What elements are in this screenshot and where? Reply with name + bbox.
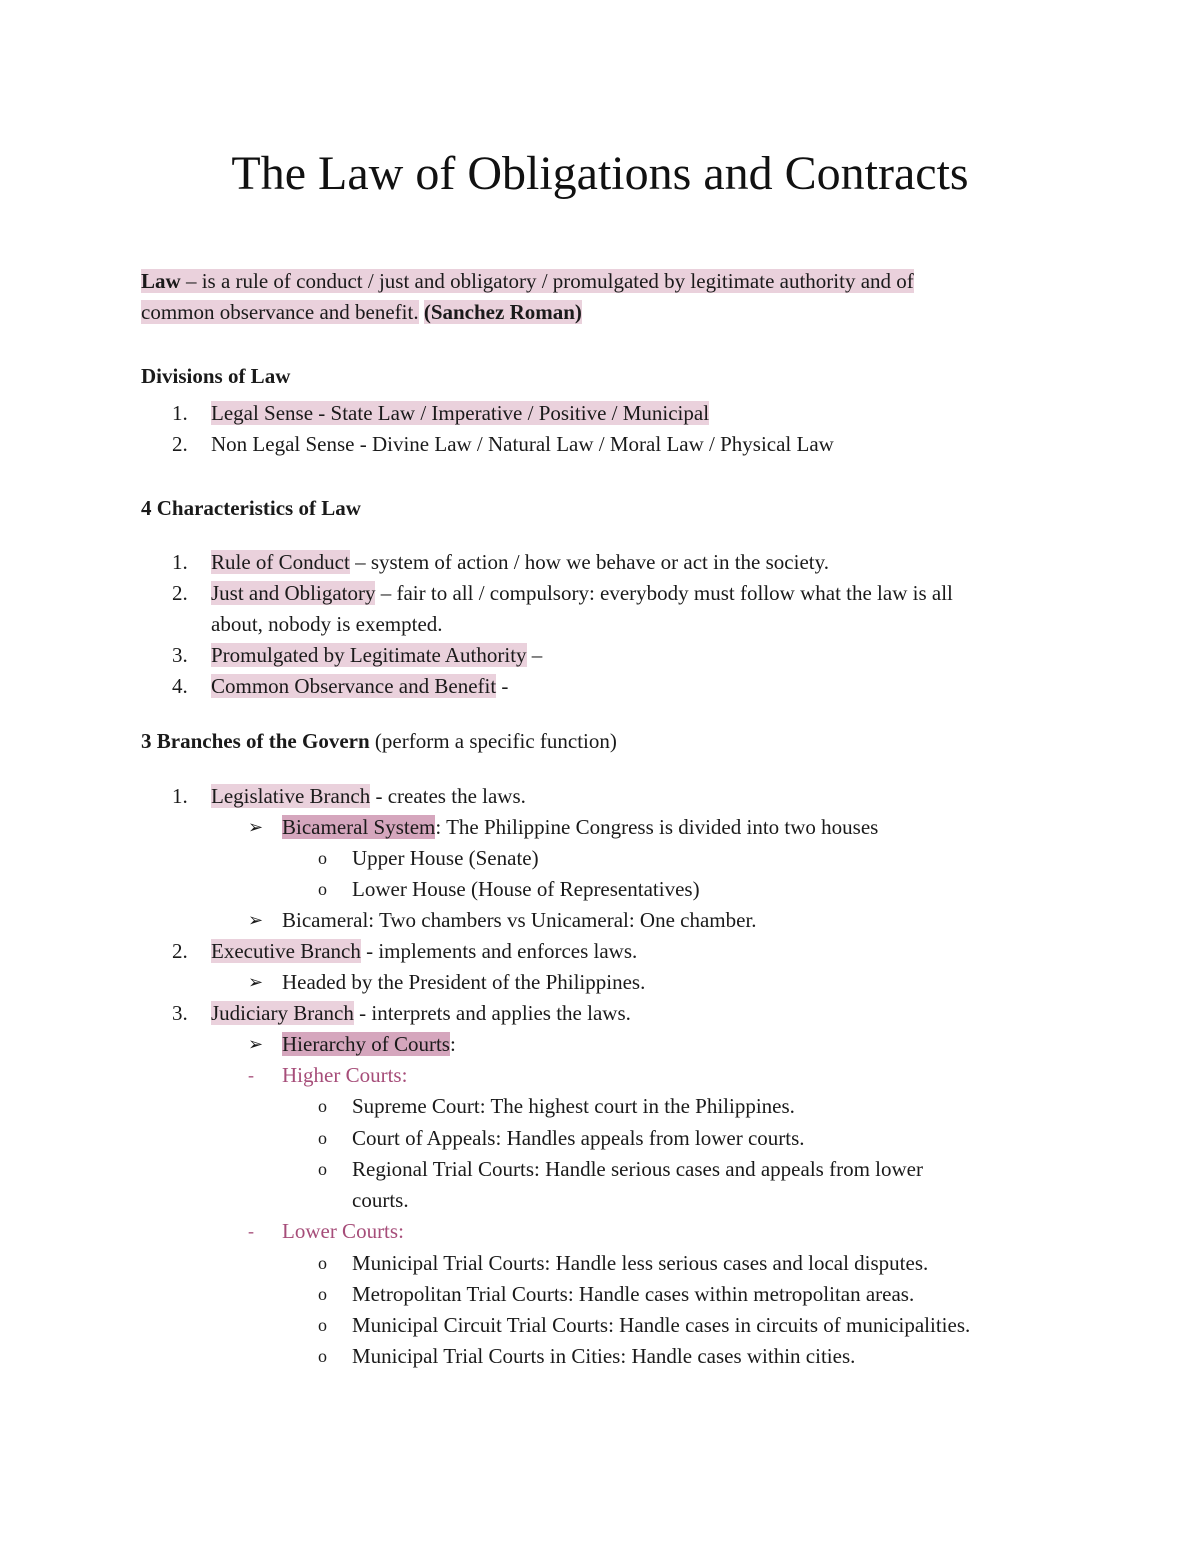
judiciary-branch: Judiciary Branch - interprets and applies the laws. bbox=[211, 1001, 631, 1025]
law-definition-line-1: Law – is a rule of conduct / just and obligatory / promulgated by legitimate authority and of bbox=[141, 269, 914, 293]
circle-bullet-icon: o bbox=[318, 879, 327, 899]
list-item: Promulgated by Legitimate Authority – bbox=[211, 643, 543, 667]
circle-bullet-icon: o bbox=[318, 1346, 327, 1366]
circle-bullet-icon: o bbox=[318, 1315, 327, 1335]
upper-house: Upper House (Senate) bbox=[352, 846, 539, 870]
circle-bullet-icon: o bbox=[318, 1128, 327, 1148]
list-item: Non Legal Sense - Divine Law / Natural Law / Moral Law / Physical Law bbox=[211, 432, 834, 456]
law-term: Law bbox=[141, 269, 181, 293]
circle-bullet-icon: o bbox=[318, 1159, 327, 1179]
circle-bullet-icon: o bbox=[318, 848, 327, 868]
court-item: Metropolitan Trial Courts: Handle cases within metropolitan areas. bbox=[352, 1282, 915, 1306]
dash-bullet-icon: - bbox=[248, 1065, 254, 1085]
lower-courts-label: Lower Courts: bbox=[282, 1219, 404, 1243]
executive-branch: Executive Branch - implements and enforces laws. bbox=[211, 939, 638, 963]
list-item: Just and Obligatory – fair to all / compulsory: everybody must follow what the law is all bbox=[211, 581, 953, 605]
bicameral-system: Bicameral System: The Philippine Congress is divided into two houses bbox=[282, 815, 879, 839]
list-number: 3. bbox=[172, 1001, 188, 1025]
list-number: 1. bbox=[172, 784, 188, 808]
circle-bullet-icon: o bbox=[318, 1253, 327, 1273]
law-definition-line-2: common observance and benefit. (Sanchez Roman) bbox=[141, 300, 582, 324]
court-item: Municipal Trial Courts: Handle less serious cases and local disputes. bbox=[352, 1251, 929, 1275]
list-item-continuation: about, nobody is exempted. bbox=[211, 612, 443, 636]
dash-bullet-icon: - bbox=[248, 1221, 254, 1241]
court-item-continuation: courts. bbox=[352, 1188, 409, 1212]
executive-note: Headed by the President of the Philippines. bbox=[282, 970, 646, 994]
legislative-branch: Legislative Branch - creates the laws. bbox=[211, 784, 526, 808]
higher-courts-label: Higher Courts: bbox=[282, 1063, 408, 1087]
branches-heading: 3 Branches of the Govern (perform a specific function) bbox=[141, 729, 617, 753]
characteristics-heading: 4 Characteristics of Law bbox=[141, 496, 361, 520]
arrow-bullet-icon: ➢ bbox=[248, 910, 264, 930]
law-source: (Sanchez Roman) bbox=[423, 300, 582, 324]
court-item: Regional Trial Courts: Handle serious cases and appeals from lower bbox=[352, 1157, 923, 1181]
list-number: 2. bbox=[172, 939, 188, 963]
list-number: 2. bbox=[172, 581, 188, 605]
list-number: 2. bbox=[172, 432, 188, 456]
list-item: Rule of Conduct – system of action / how we behave or act in the society. bbox=[211, 550, 829, 574]
court-item: Municipal Trial Courts in Cities: Handle cases within cities. bbox=[352, 1344, 856, 1368]
court-item: Supreme Court: The highest court in the Philippines. bbox=[352, 1094, 795, 1118]
lower-house: Lower House (House of Representatives) bbox=[352, 877, 700, 901]
list-number: 1. bbox=[172, 550, 188, 574]
arrow-bullet-icon: ➢ bbox=[248, 817, 264, 837]
court-item: Court of Appeals: Handles appeals from lower courts. bbox=[352, 1126, 805, 1150]
list-number: 3. bbox=[172, 643, 188, 667]
list-item: Common Observance and Benefit - bbox=[211, 674, 509, 698]
hierarchy-of-courts: Hierarchy of Courts: bbox=[282, 1032, 456, 1056]
circle-bullet-icon: o bbox=[318, 1284, 327, 1304]
circle-bullet-icon: o bbox=[318, 1096, 327, 1116]
divisions-heading: Divisions of Law bbox=[141, 364, 291, 388]
list-item: Legal Sense - State Law / Imperative / Positive / Municipal bbox=[211, 401, 710, 425]
bicameral-note: Bicameral: Two chambers vs Unicameral: One chamber. bbox=[282, 908, 757, 932]
arrow-bullet-icon: ➢ bbox=[248, 1034, 264, 1054]
arrow-bullet-icon: ➢ bbox=[248, 972, 264, 992]
page-title: The Law of Obligations and Contracts bbox=[231, 147, 969, 200]
list-number: 1. bbox=[172, 401, 188, 425]
list-number: 4. bbox=[172, 674, 188, 698]
court-item: Municipal Circuit Trial Courts: Handle cases in circuits of municipalities. bbox=[352, 1313, 971, 1337]
